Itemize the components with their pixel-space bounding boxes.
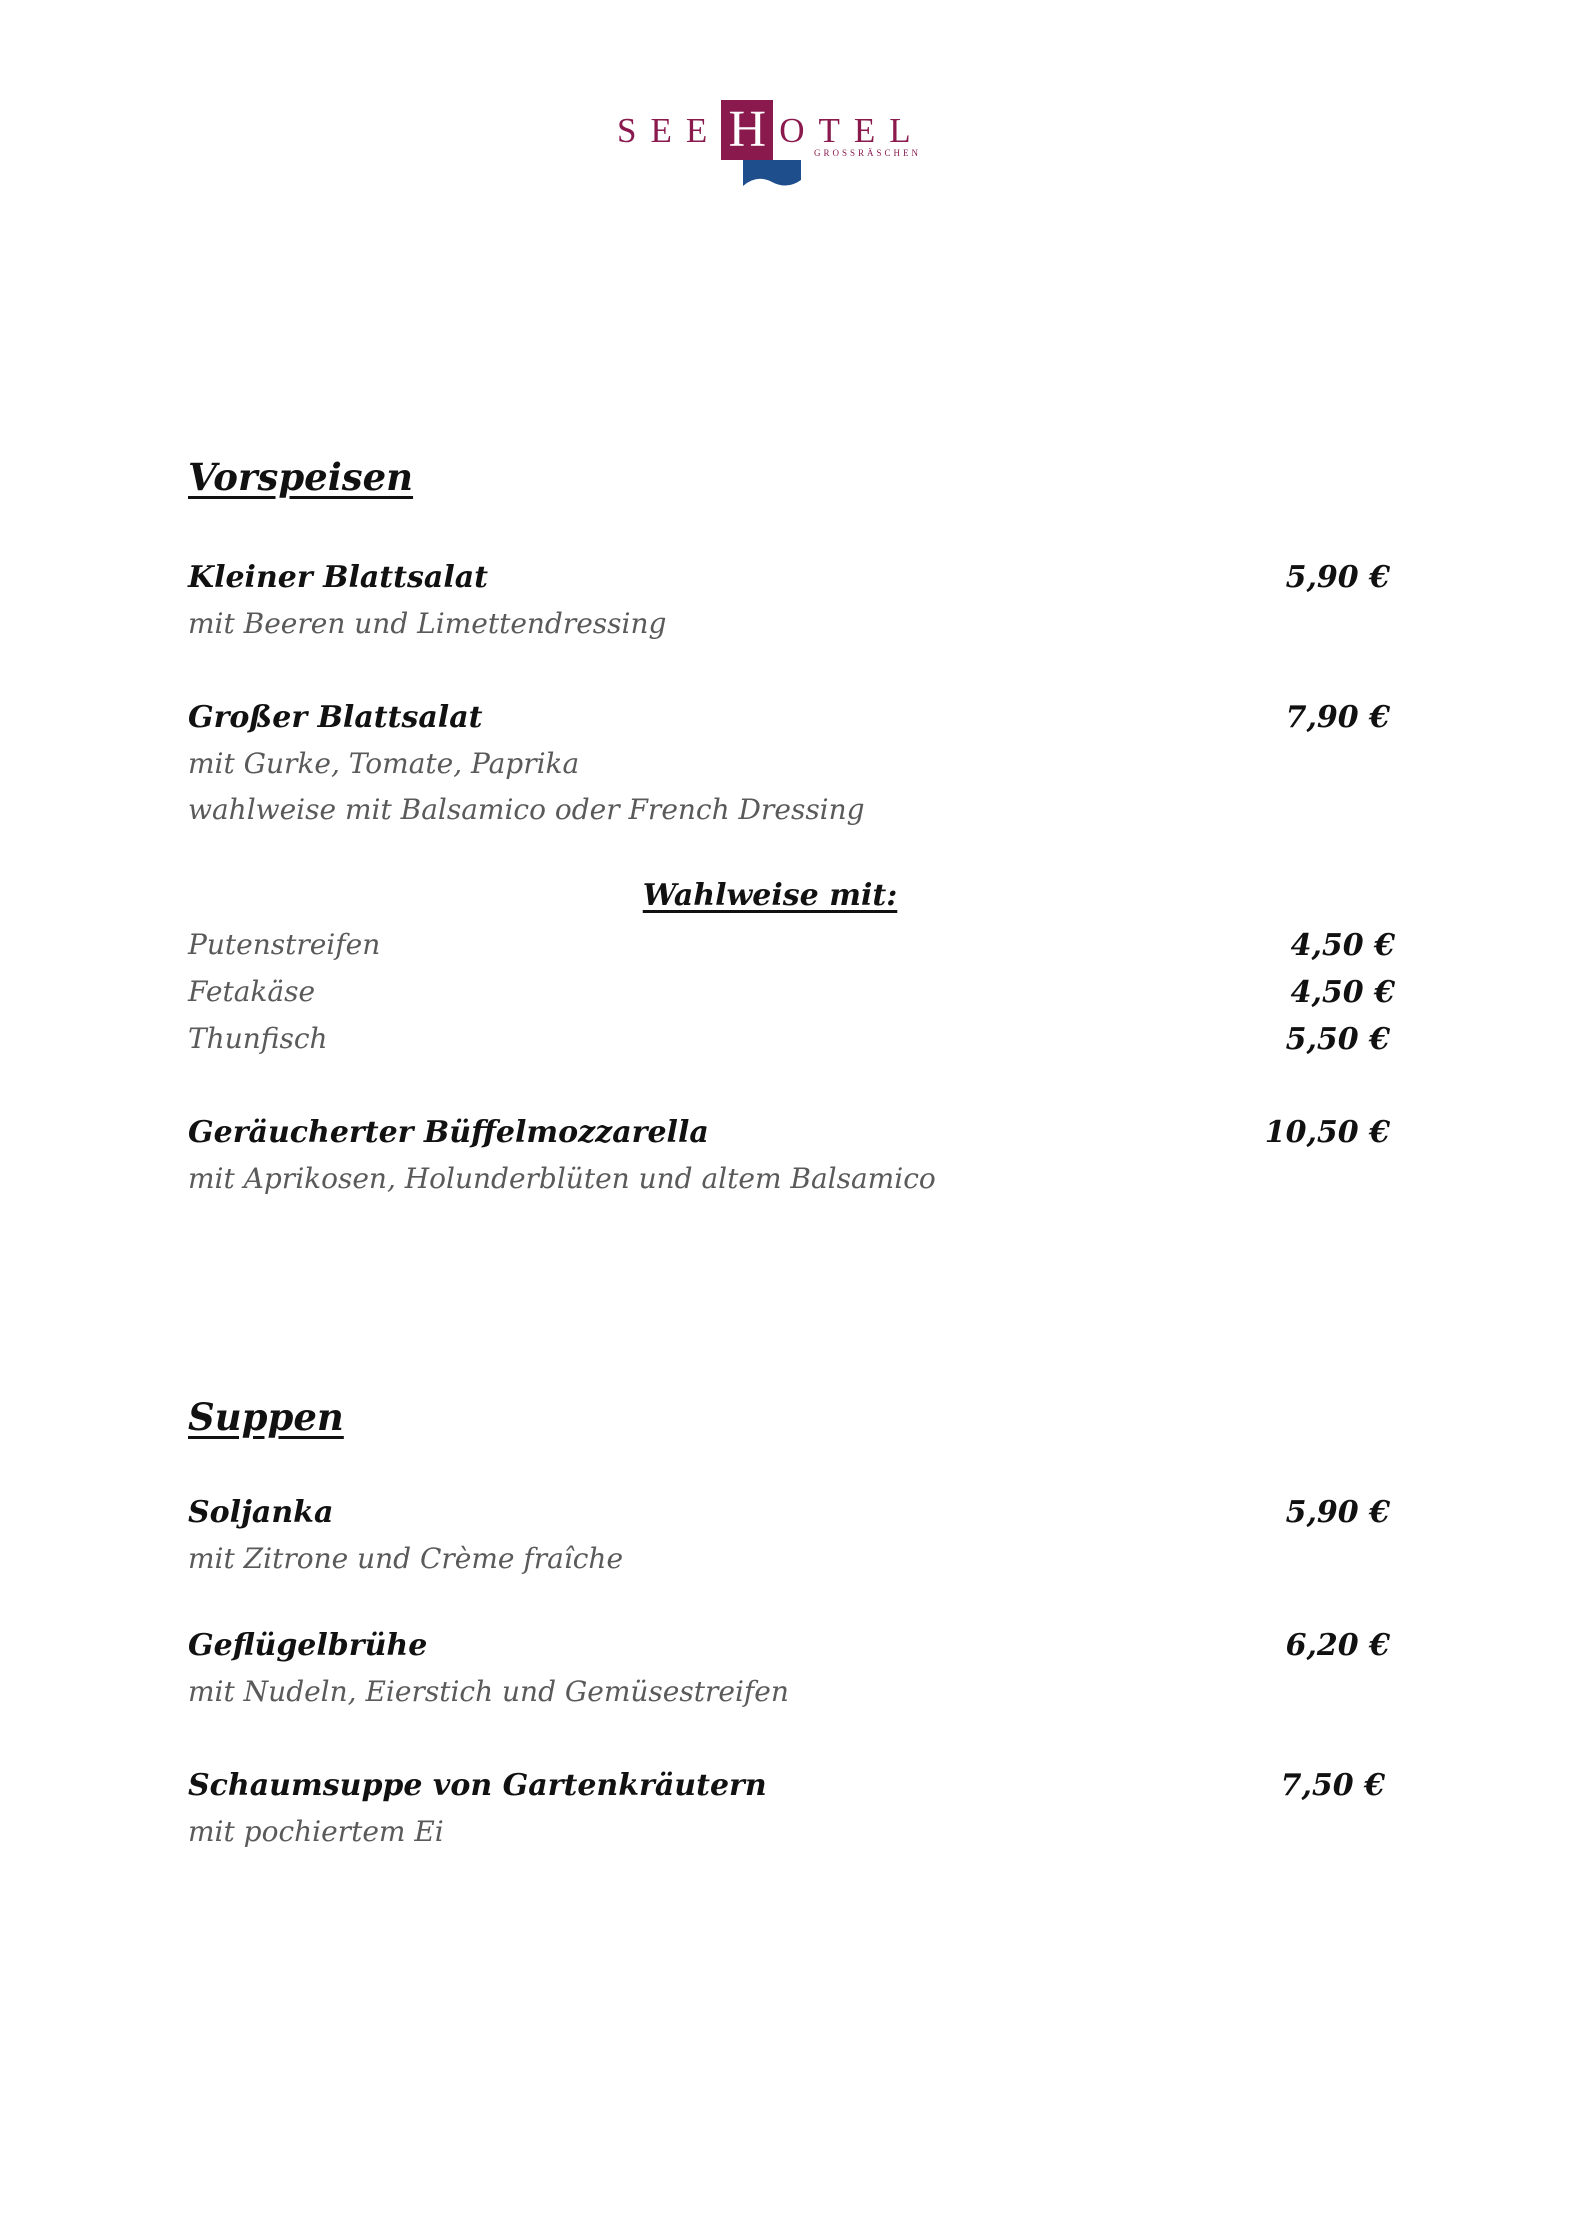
addon-price-thunfisch: 5,50 € (1285, 1022, 1390, 1057)
dish-name-bueffelmozzarella: Geräucherter Büffelmozzarella (188, 1115, 709, 1150)
seehotel-logo (617, 100, 977, 195)
section-title-suppen: Suppen (188, 1395, 344, 1439)
addon-name-fetakaese: Fetakäse (188, 975, 316, 1008)
dish-name-gefluegelbruehe: Geflügelbrühe (188, 1628, 428, 1663)
addon-name-thunfisch: Thunfisch (188, 1022, 328, 1055)
dish-desc-bueffelmozzarella: mit Aprikosen, Holunderblüten und altem Balsamico (188, 1162, 936, 1195)
dish-desc-grosser-blattsalat-1: mit Gurke, Tomate, Paprika (188, 747, 580, 780)
addon-name-putenstreifen: Putenstreifen (188, 928, 381, 961)
dish-price-kleiner-blattsalat: 5,90 € (1285, 560, 1390, 595)
dish-price-schaumsuppe: 7,50 € (1280, 1768, 1385, 1803)
dish-desc-schaumsuppe: mit pochiertem Ei (188, 1815, 444, 1848)
dish-price-soljanka: 5,90 € (1285, 1495, 1390, 1530)
logo-subtitle: GROSSRÄSCHEN (814, 148, 922, 158)
dish-name-soljanka: Soljanka (188, 1495, 334, 1530)
dish-price-bueffelmozzarella: 10,50 € (1264, 1115, 1390, 1150)
logo-see: SEE (617, 111, 722, 150)
logo-h-block: H (721, 100, 773, 160)
logo-wave-icon (741, 158, 803, 190)
dish-desc-soljanka: mit Zitrone und Crème fraîche (188, 1542, 624, 1575)
dish-desc-gefluegelbruehe: mit Nudeln, Eierstich und Gemüsestreifen (188, 1675, 789, 1708)
dish-name-grosser-blattsalat: Großer Blattsalat (188, 700, 483, 735)
addon-price-fetakaese: 4,50 € (1290, 975, 1395, 1010)
dish-name-kleiner-blattsalat: Kleiner Blattsalat (188, 560, 489, 595)
dish-price-grosser-blattsalat: 7,90 € (1285, 700, 1390, 735)
dish-desc-grosser-blattsalat-2: wahlweise mit Balsamico oder French Dressing (188, 793, 865, 826)
dish-name-schaumsuppe: Schaumsuppe von Gartenkräutern (188, 1768, 767, 1803)
section-title-vorspeisen: Vorspeisen (188, 455, 414, 499)
dish-price-gefluegelbruehe: 6,20 € (1285, 1628, 1390, 1663)
addon-price-putenstreifen: 4,50 € (1290, 928, 1395, 963)
choice-heading: Wahlweise mit: (642, 878, 898, 913)
dish-desc-kleiner-blattsalat: mit Beeren und Limettendressing (188, 607, 667, 640)
logo-otel: OTEL (779, 111, 925, 150)
